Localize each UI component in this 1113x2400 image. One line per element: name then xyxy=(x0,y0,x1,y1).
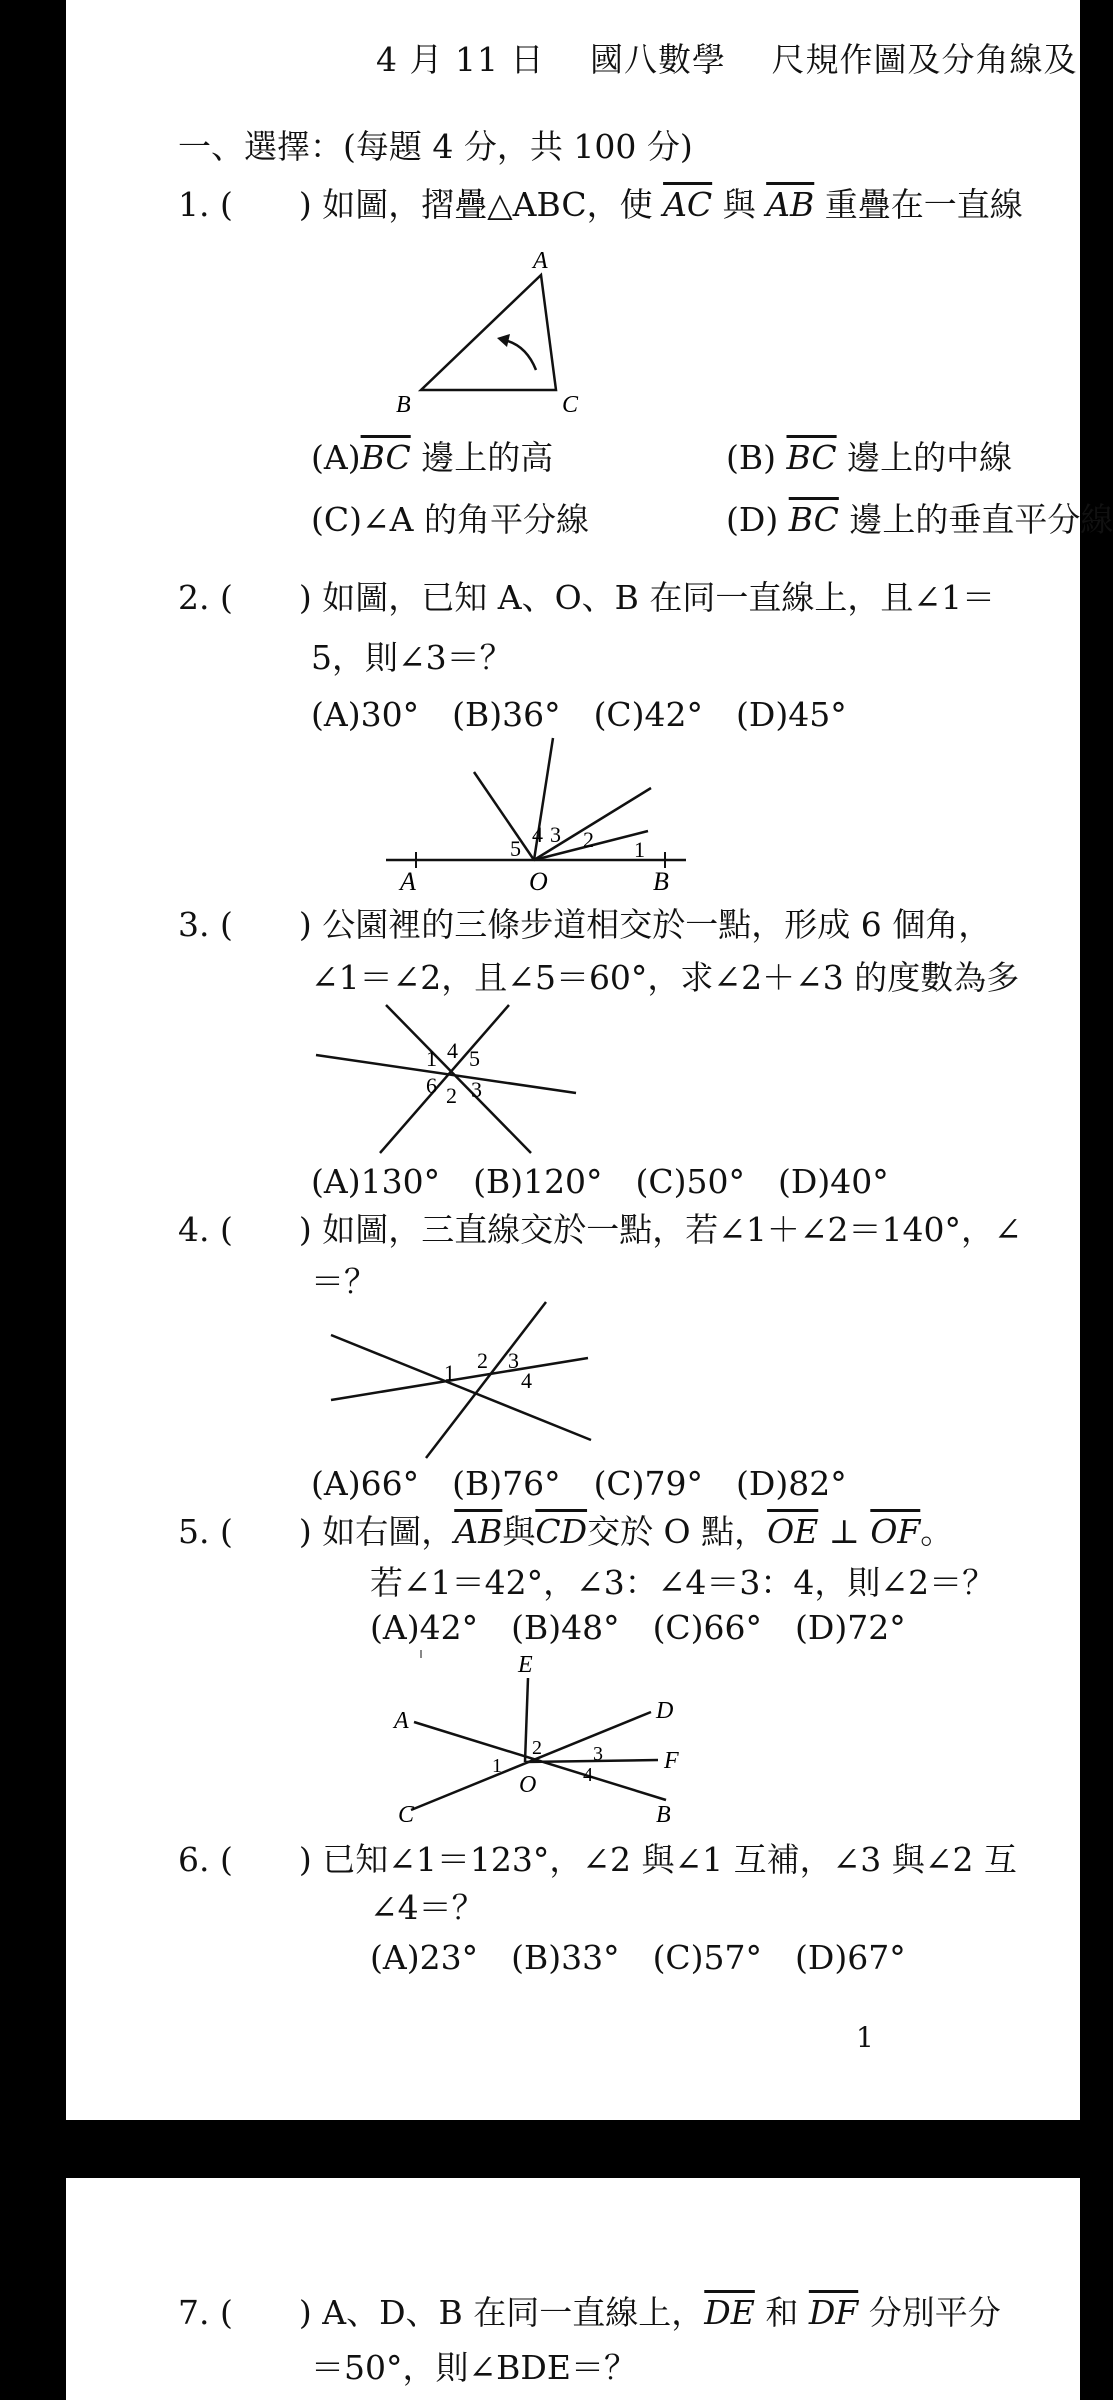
question-2 xyxy=(178,578,995,618)
q1-option-b xyxy=(726,438,1012,478)
q1-option-a xyxy=(311,438,553,478)
angle-2-label: 2 xyxy=(583,827,594,852)
perp-symbol: ⊥ xyxy=(828,1512,860,1551)
angle-1-label: 1 xyxy=(426,1046,437,1071)
angle-4-label: 4 xyxy=(521,1368,532,1393)
question-number: 3. xyxy=(178,905,210,944)
angle-3-label: 3 xyxy=(508,1348,519,1373)
angle-1-label: 1 xyxy=(634,837,645,862)
segment: $\overline{OE}$ xyxy=(767,1512,819,1551)
label-b: B xyxy=(653,867,669,896)
question-text: 分別平分 xyxy=(868,2293,1001,2332)
worksheet-page-1 xyxy=(66,0,1113,2120)
option-text: 邊上的垂直平分線 xyxy=(849,500,1113,539)
angle-5-label: 5 xyxy=(510,836,521,861)
q2-options: (A)30° (B)36° (C)42° (D)45° xyxy=(311,695,847,734)
question-text: 與 xyxy=(502,1512,536,1551)
angle-4-label: 4 xyxy=(583,1764,593,1786)
option-label: (B) xyxy=(726,438,776,477)
q5-options: (A)42° (B)48° (C)66° (D)72° xyxy=(370,1608,906,1647)
q1-option-d xyxy=(726,500,1113,540)
header xyxy=(376,40,1077,80)
question-text: 如圖，已知 A、O、B 在同一直線上，且∠1＝ xyxy=(322,578,996,617)
segment: $\overline{DE}$ xyxy=(704,2293,755,2332)
angle-4-label: 4 xyxy=(532,822,543,847)
label-a: A xyxy=(400,867,416,896)
option-label: (D) xyxy=(726,500,779,539)
question-text: 公園裡的三條步道相交於一點，形成 6 個角， xyxy=(322,905,992,944)
question-5 xyxy=(178,1512,953,1552)
answer-blank[interactable]: ( ) xyxy=(220,1512,312,1551)
angle-2-label: 2 xyxy=(477,1348,488,1373)
question-3 xyxy=(178,905,991,945)
label-c: C xyxy=(398,1802,415,1828)
label-o: O xyxy=(519,1772,537,1798)
answer-blank[interactable]: ( ) xyxy=(220,905,312,944)
triangle-figure xyxy=(366,240,616,420)
answer-blank[interactable]: ( ) xyxy=(220,2293,312,2332)
question-text: 5，則∠3＝？ xyxy=(311,638,513,677)
question-1 xyxy=(178,185,1023,225)
label-c: C xyxy=(562,392,579,418)
label-a: A xyxy=(394,1708,409,1734)
q6-options: (A)23° (B)33° (C)57° (D)67° xyxy=(370,1938,906,1977)
answer-blank[interactable]: ( ) xyxy=(220,185,312,224)
angle-2-label: 2 xyxy=(532,1737,542,1759)
question-text: 重疊在一直線 xyxy=(824,185,1023,224)
question-text: A、D、B 在同一直線上， xyxy=(322,2293,705,2332)
segment: $\overline{BC}$ xyxy=(788,500,839,539)
header-title: 尺規作圖及分角線及 xyxy=(771,40,1078,79)
label-b: B xyxy=(396,392,411,418)
angle-1-label: 1 xyxy=(444,1360,455,1385)
angle-1-label: 1 xyxy=(492,1755,502,1777)
label-a: A xyxy=(533,248,548,274)
section-heading: 一、選擇：(每題 4 分，共 100 分) xyxy=(178,127,693,166)
answer-blank[interactable]: ( ) xyxy=(220,578,312,617)
question-text: ＝50°，則∠BDE＝？ xyxy=(311,2348,637,2387)
segment: $\overline{AB}$ xyxy=(454,1512,503,1551)
segment: $\overline{BC}$ xyxy=(360,438,411,477)
q4-options: (A)66° (B)76° (C)79° (D)82° xyxy=(311,1464,847,1503)
page-number: 1 xyxy=(856,2021,874,2054)
angle-3-label: 3 xyxy=(471,1077,482,1102)
q1-option-c: (C)∠A 的角平分線 xyxy=(311,500,589,539)
question-7 xyxy=(178,2293,1001,2333)
question-text: ＝？ xyxy=(311,1262,377,1301)
label-o: O xyxy=(529,867,548,896)
question-text: 如圖，三直線交於一點，若∠1＋∠2＝140°，∠ xyxy=(322,1210,1022,1249)
option-label: (A) xyxy=(311,438,361,477)
segment: $\overline{DF}$ xyxy=(808,2293,859,2332)
question-number: 6. xyxy=(178,1840,210,1879)
answer-blank[interactable]: ( ) xyxy=(220,1210,312,1249)
angle-4-label: 4 xyxy=(447,1038,458,1063)
question-text: 和 xyxy=(765,2293,799,2332)
question-number: 4. xyxy=(178,1210,210,1249)
angles-figure-q2 xyxy=(316,730,706,900)
question-text: ∠1＝∠2，且∠5＝60°，求∠2＋∠3 的度數為多 xyxy=(311,958,1020,997)
question-4 xyxy=(178,1210,1022,1250)
label-b: B xyxy=(656,1802,671,1828)
intersecting-lines-figure xyxy=(326,1650,686,1840)
three-lines-figure xyxy=(316,1300,606,1460)
label-e: E xyxy=(518,1652,533,1678)
question-text: 如右圖， xyxy=(322,1512,455,1551)
option-text: 邊上的中線 xyxy=(847,438,1013,477)
question-text: 若∠1＝42°，∠3：∠4＝3：4，則∠2＝？ xyxy=(370,1563,996,1602)
question-text: 。 xyxy=(920,1512,954,1551)
question-text: 如圖，摺疊△ABC，使 xyxy=(322,185,653,224)
angle-3-label: 3 xyxy=(593,1743,603,1765)
angle-6-label: 6 xyxy=(426,1073,437,1098)
question-number: 7. xyxy=(178,2293,210,2332)
question-number: 5. xyxy=(178,1512,210,1551)
segment: $\overline{AB}$ xyxy=(766,185,815,224)
angle-3-label: 3 xyxy=(550,822,561,847)
label-f: F xyxy=(664,1748,679,1774)
question-text: ∠4＝？ xyxy=(370,1888,485,1927)
segment: $\overline{CD}$ xyxy=(535,1512,588,1551)
answer-blank[interactable]: ( ) xyxy=(220,1840,312,1879)
question-text: 已知∠1＝123°，∠2 與∠1 互補，∠3 與∠2 互 xyxy=(322,1840,1017,1879)
question-number: 2. xyxy=(178,578,210,617)
segment: $\overline{AC}$ xyxy=(663,185,713,224)
option-text: 邊上的高 xyxy=(421,438,554,477)
question-number: 1. xyxy=(178,185,210,224)
intersecting-paths-figure xyxy=(316,1005,596,1160)
worksheet-page-2 xyxy=(66,2178,1080,2400)
q3-options: (A)130° (B)120° (C)50° (D)40° xyxy=(311,1162,889,1201)
segment: $\overline{OF}$ xyxy=(870,1512,921,1551)
question-text: 交於 O 點， xyxy=(587,1512,768,1551)
question-6 xyxy=(178,1840,1017,1880)
segment: $\overline{BC}$ xyxy=(786,438,837,477)
header-subject: 國八數學 xyxy=(589,40,726,79)
header-date: 4 月 11 日 xyxy=(376,40,545,79)
label-d: D xyxy=(656,1698,674,1724)
angle-2-label: 2 xyxy=(446,1083,457,1108)
question-text: 與 xyxy=(722,185,756,224)
angle-5-label: 5 xyxy=(469,1046,480,1071)
